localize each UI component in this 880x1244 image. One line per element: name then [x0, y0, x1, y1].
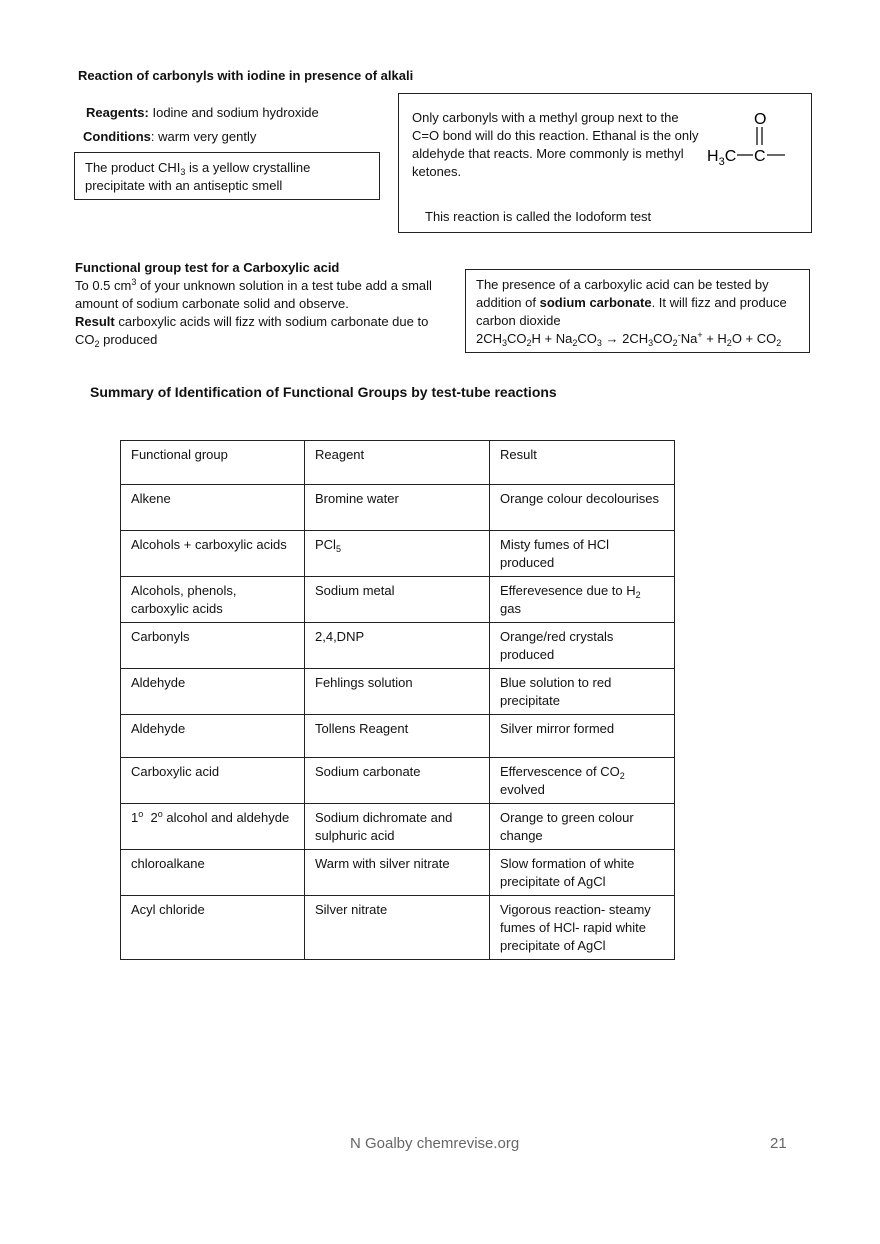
iodoform-note-box: [398, 93, 812, 233]
cell-result: Blue solution to red precipitate: [490, 669, 675, 715]
cell-result: Misty fumes of HCl produced: [490, 531, 675, 577]
cell-reagent: Bromine water: [305, 485, 490, 531]
conditions-value: : warm very gently: [150, 129, 257, 144]
methyl-group-label: $H_3C$: [707, 148, 737, 168]
cell-reagent: PCl$_5$: [305, 531, 490, 577]
table-row: [121, 850, 675, 896]
reagents-label: Reagents:: [86, 105, 149, 120]
cell-reagent: 2,4,DNP: [305, 623, 490, 669]
cell-result: Vigorous reaction- steamy fumes of HCl- rapid white precipitate of AgCl: [490, 896, 675, 960]
cell-result: Orange to green colour change: [490, 804, 675, 850]
cell-result: Orange colour decolourises: [490, 485, 675, 531]
product-text-end: is a yellow crystalline precipitate with an antiseptic smell: [85, 160, 311, 193]
table-row: [121, 804, 675, 850]
header-reagent: Reagent: [305, 441, 490, 485]
cell-group: Carbonyls: [121, 623, 305, 669]
table-row: [121, 669, 675, 715]
cell-group: 1$^o$ 2$^o$ alcohol and aldehyde: [121, 804, 305, 850]
cell-reagent: Silver nitrate: [305, 896, 490, 960]
carboxylic-procedure: To 0.5 $cm^3$ of your unknown solution in a test tube add a small amount of sodium carbonate solid and observe.: [75, 277, 432, 311]
table-row: [121, 758, 675, 804]
cell-group: Aldehyde: [121, 669, 305, 715]
cell-result: Efferevesence due to $H_2$ gas: [490, 577, 675, 623]
carboxylic-equation: $2CH_3CO_2H + Na_2CO_3 \to 2CH_3CO_2^-Na^+ + H_2O + CO_2$: [476, 330, 782, 348]
cell-reagent: Sodium metal: [305, 577, 490, 623]
cell-group: chloroalkane: [121, 850, 305, 896]
carboxylic-result: Result carboxylic acids will fizz with sodium carbonate due to $CO_2$ produced: [75, 314, 429, 349]
cell-reagent: Sodium dichromate and sulphuric acid: [305, 804, 490, 850]
cell-reagent: Fehlings solution: [305, 669, 490, 715]
cell-group: Alcohols, phenols, carboxylic acids: [121, 577, 305, 623]
iodoform-test-name: This reaction is called the Iodoform test: [425, 209, 652, 224]
oxygen-atom-label: O: [754, 111, 767, 128]
page-number: 21: [770, 1135, 787, 1152]
sodium-carbonate-box: [465, 269, 810, 353]
table-row: [121, 623, 675, 669]
table-row: [121, 531, 675, 577]
header-result: Result: [490, 441, 675, 485]
carbonyl-carbon-label: C: [754, 148, 766, 165]
cell-result: Orange/red crystals produced: [490, 623, 675, 669]
cell-result: Slow formation of white precipitate of AgCl: [490, 850, 675, 896]
cell-result: Silver mirror formed: [490, 715, 675, 758]
carboxylic-heading: Functional group test for a Carboxylic acid: [75, 260, 340, 275]
product-sub: 3: [180, 167, 186, 177]
cell-group: Carboxylic acid: [121, 758, 305, 804]
product-box: [74, 152, 380, 200]
cell-result: Effervescence of $CO_2$ evolved: [490, 758, 675, 804]
summary-heading: Summary of Identification of Functional Groups by test-tube reactions: [90, 384, 557, 400]
product-text: The product CHI: [85, 160, 181, 175]
methyl-carbonyl-structure: [699, 106, 799, 170]
cell-reagent: Sodium carbonate: [305, 758, 490, 804]
sodium-carbonate-text: The presence of a carboxylic acid can be tested by addition of sodium carbonate. It will fizz and produce carbon dioxide: [476, 277, 787, 328]
iodoform-heading: Reaction of carbonyls with iodine in presence of alkali: [78, 68, 414, 83]
cell-reagent: Warm with silver nitrate: [305, 850, 490, 896]
iodoform-note: Only carbonyls with a methyl group next to the C=O bond will do this reaction. Ethanal is the only aldehyde that reacts. More commonly is methyl ketones.: [412, 110, 699, 179]
carboxylic-text: [75, 259, 435, 349]
table-row: [121, 485, 675, 531]
cell-group: Acyl chloride: [121, 896, 305, 960]
conditions-label: Conditions: [83, 129, 151, 144]
table-header-row: [121, 441, 675, 485]
conditions-line: [83, 128, 256, 146]
functional-groups-table: [120, 440, 675, 960]
table-row: [121, 577, 675, 623]
reaction-arrow-icon: →: [605, 331, 619, 346]
cell-group: Alkene: [121, 485, 305, 531]
cell-reagent: Tollens Reagent: [305, 715, 490, 758]
header-functional-group: Functional group: [121, 441, 305, 485]
footer-author: N Goalby chemrevise.org: [350, 1135, 520, 1152]
table-row: [121, 896, 675, 960]
table-row: [121, 715, 675, 758]
reagents-line: [86, 104, 319, 122]
reagents-value: Iodine and sodium hydroxide: [148, 105, 319, 120]
cell-group: Alcohols + carboxylic acids: [121, 531, 305, 577]
cell-group: Aldehyde: [121, 715, 305, 758]
